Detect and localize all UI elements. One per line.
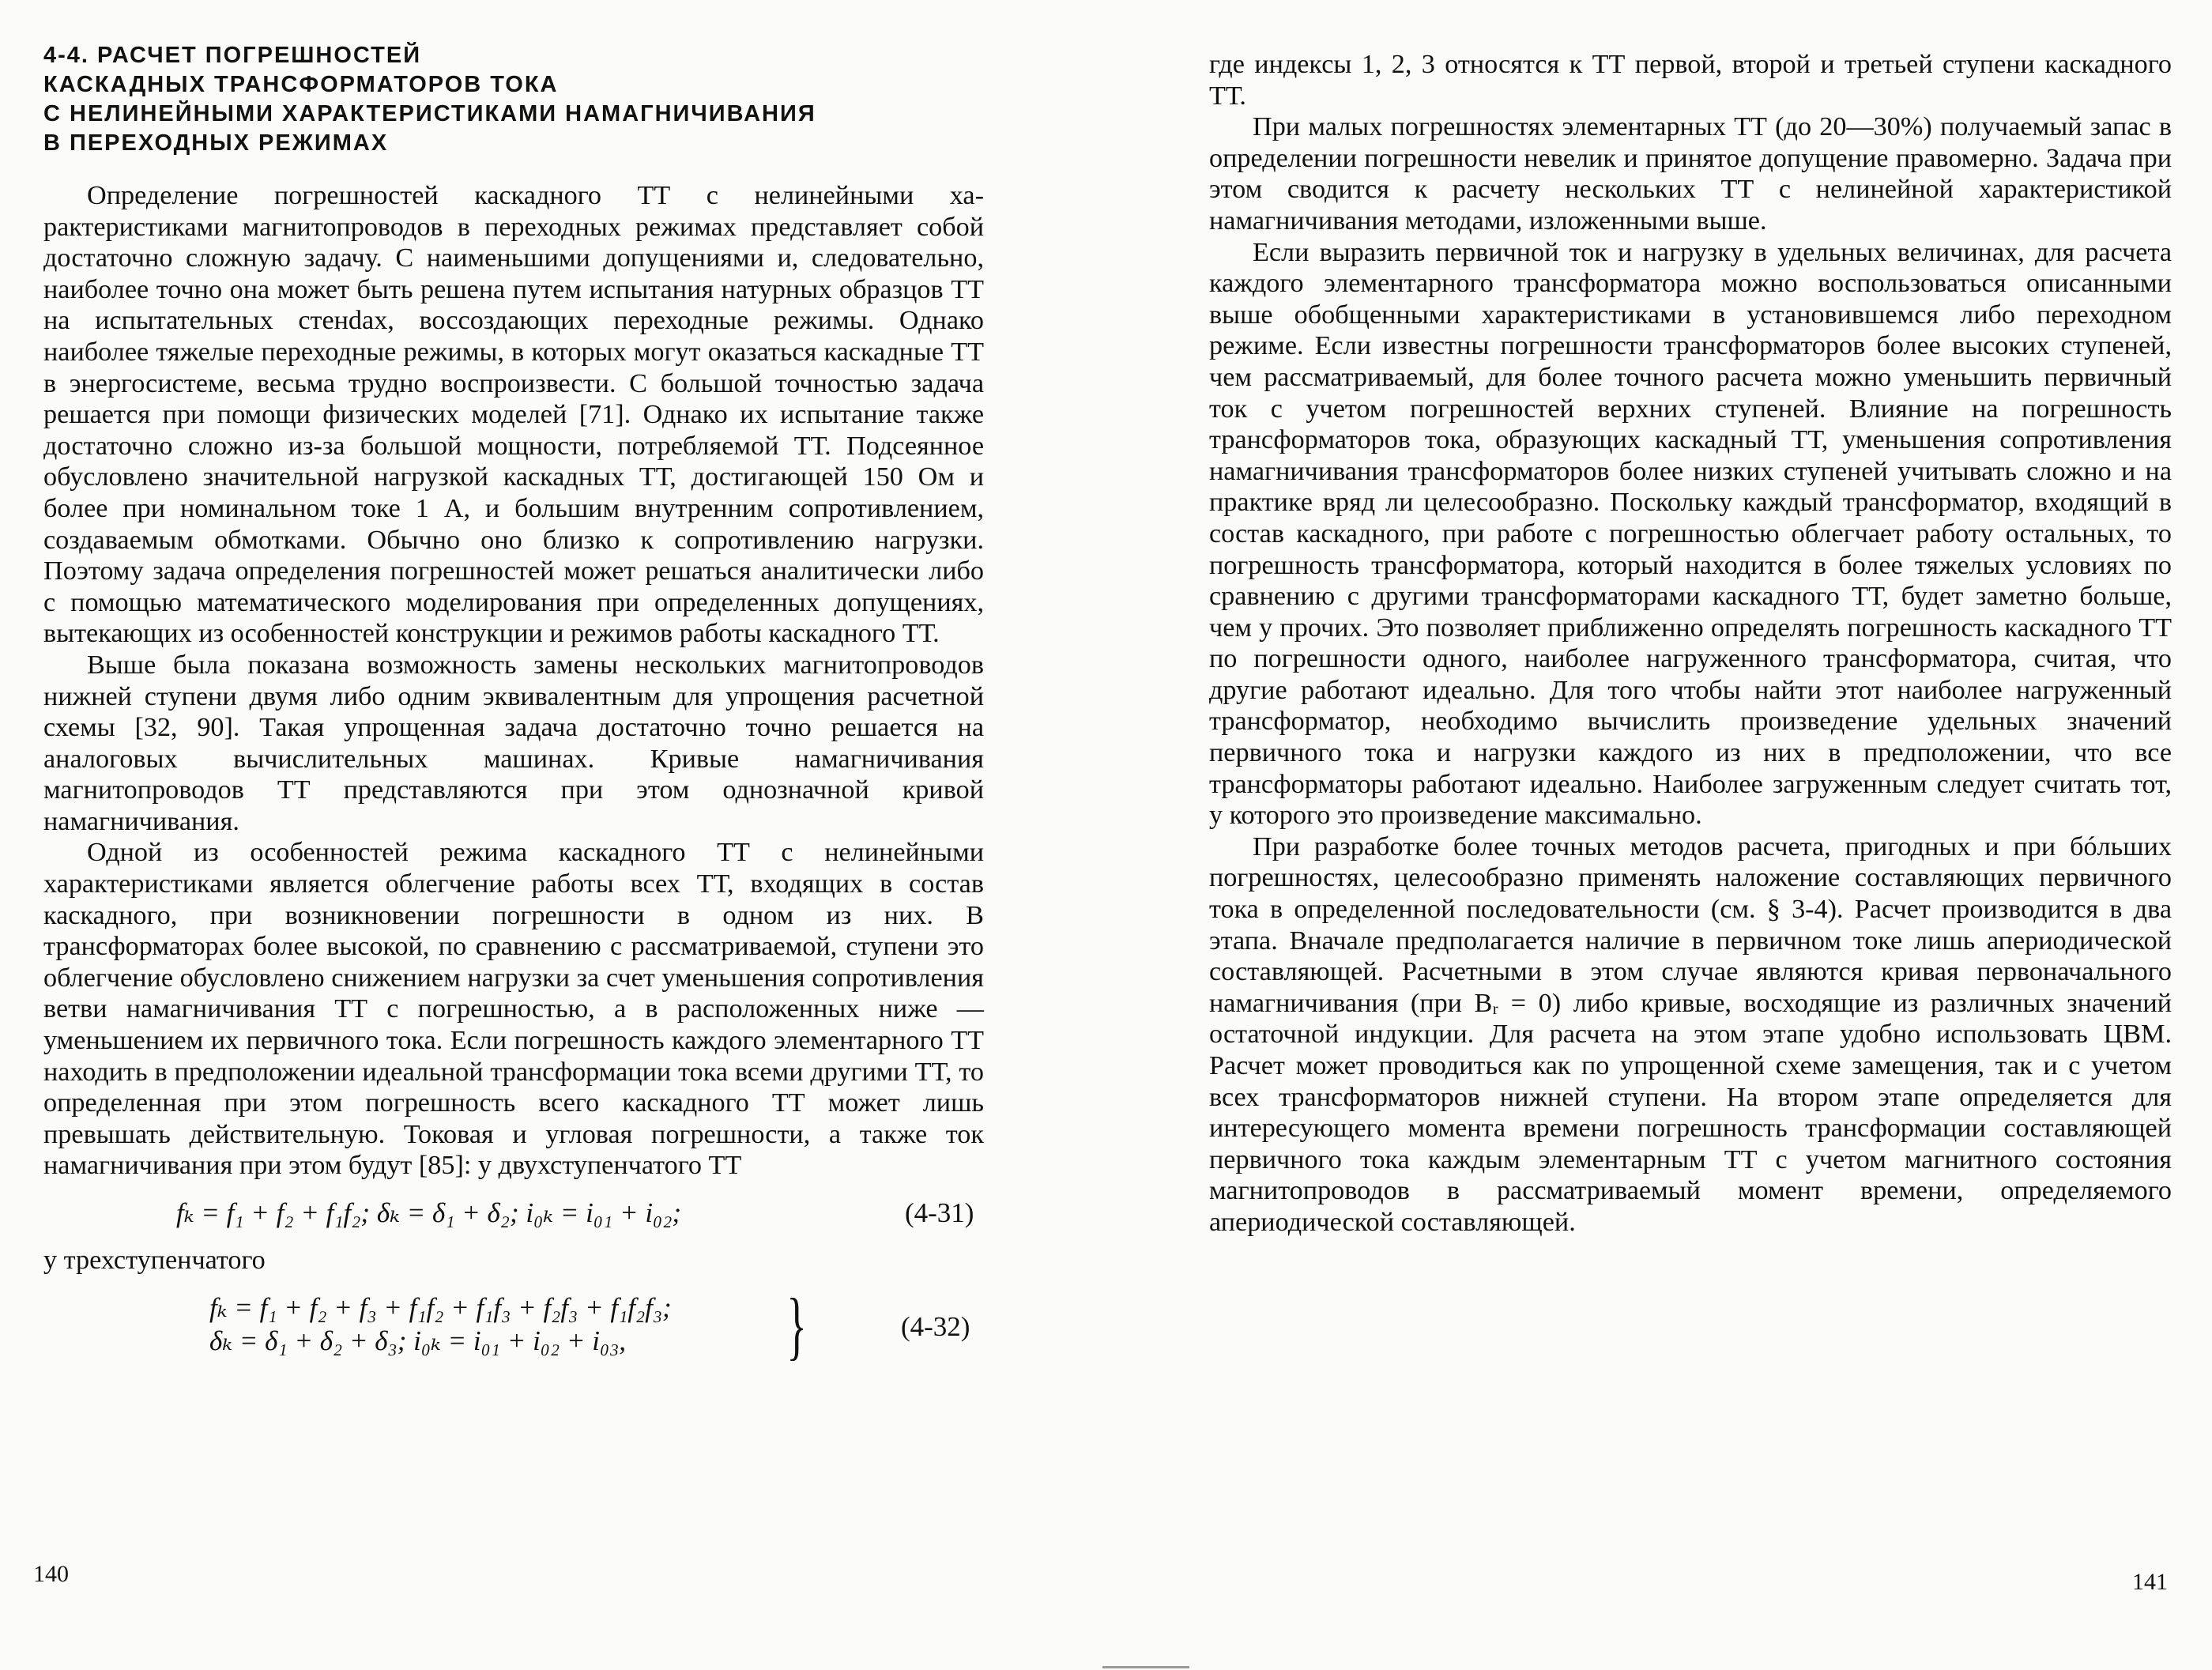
heading-line: 4-4. РАСЧЕТ ПОГРЕШНОСТЕЙ bbox=[43, 43, 422, 68]
right-page bbox=[1185, 0, 2212, 1670]
formula-4-31 bbox=[43, 1194, 984, 1234]
heading-line: С НЕЛИНЕЙНЫМИ ХАРАКТЕРИСТИКАМИ НАМАГНИЧИВАНИЯ bbox=[43, 101, 816, 126]
equation-number: (4-32) bbox=[901, 1310, 970, 1342]
formula-expression: fₖ = f₁ + f₂ + f₃ + f₁f₂ + f₁f₃ + f₂f₃ + f₁f₂f₃; bbox=[209, 1291, 672, 1323]
paragraph: Одной из особенностей режима каскадного ТТ с нелинейными характеристиками является облегчение работы всех ТТ, входящих в состав каскадного, при возникновении погрешности в одном из них. В трансформаторах более высокой, по сравнению с рассматриваемой, ступени это облегчение обусловлено снижением нагрузки за счет уменьшения сопротивления ветви намагничивания ТТ с погрешностью, а в расположенных ниже — уменьшением их первичного тока. Если погрешность каждого элементарного ТТ находить в предположении идеальной трансформации тока всеми другими ТТ, то определенная при этом погрешность всего каскадного ТТ может лишь превышать действительную. Токовая и угловая погрешности, а также ток намагничивания при этом будут [85]: у двухступенчатого ТТ bbox=[43, 838, 984, 1181]
paragraph: где индексы 1, 2, 3 относятся к ТТ первой, второй и третьей ступени каскадного ТТ. bbox=[1209, 50, 2172, 111]
paragraph: Если выразить первичной ток и нагрузку в удельных величинах, для расчета каждого элементарного трансформатора можно воспользоваться описанными выше обобщенными характеристиками в установившемся либо переходном режиме. Если известны погрешности трансформаторов более высоких ступеней, чем рассматриваемый, для более точного расчета можно уменьшить первичный ток с учетом погрешностей верхних ступеней. Влияние на погрешность трансформаторов тока, образующих каскадный ТТ, уменьшения сопротивления намагничивания трансформаторов более низких ступеней учитывать сложно и на практике вряд ли целесообразно. Поскольку каждый трансформатор, входящий в состав каскадного, при работе с погрешностью облегчает работу остальных, то погрешность трансформатора, который находится в более тяжелых условиях по сравнению с другими трансформаторами каскадного ТТ, будет заметно больше, чем у прочих. Это позволяет приближенно определять погрешность каскадного ТТ по погрешности одного, наиболее нагруженного трансформатора, считая, что другие работают идеально. Для того чтобы найти этот наиболее нагруженный трансформатор, необходимо вычислить произведение удельных значений первичного тока и нагрузки каждого из них в предположении, что все трансформаторы работают идеально. Наиболее загруженным следует считать тот, у которого это произведение максимально. bbox=[1209, 237, 2172, 831]
formula-4-32 bbox=[43, 1284, 984, 1371]
left-page bbox=[0, 0, 1051, 1670]
paragraph: При разработке более точных методов расчета, пригодных и при бóльших погрешностях, целесообразно применять наложение составляющих первичного тока в определенной последовательности (см. § 3-4). Расчет производится в два этапа. Вначале предполагается наличие в первичном токе лишь апериодической составляющей. Расчетными в этом случае являются кривая первоначального намагничивания (при Bᵣ = 0) либо кривые, восходящие из различных значений остаточной индукции. Для расчета на этом этапе удобно использовать ЦВМ. Расчет может проводиться как по упрощенной схеме замещения, так и с учетом всех трансформаторов нижней ступени. На втором этапе определяется для интересующего момента времени погрешность трансформации составляющей первичного тока каждым элементарным ТТ с учетом магнитного состояния магнитопроводов в рассматриваемый момент времени, определяемого апериодической составляющей. bbox=[1209, 831, 2172, 1237]
section-heading bbox=[43, 41, 984, 158]
heading-line: КАСКАДНЫХ ТРАНСФОРМАТОРОВ ТОКА bbox=[43, 72, 559, 97]
paragraph: При малых погрешностях элементарных ТТ (до 20—30%) получаемый запас в определении погрешности невелик и принятое допущение правомерно. Задача при этом сводится к расчету нескольких ТТ с нелинейной характеристикой намагничивания методами, изложенными выше. bbox=[1209, 112, 2172, 236]
formula-expression: fₖ = f₁ + f₂ + f₁f₂; δₖ = δ₁ + δ₂; i₀ₖ = i₀₁ + i₀₂; bbox=[176, 1197, 682, 1228]
formula-expression: δₖ = δ₁ + δ₂ + δ₃; i₀ₖ = i₀₁ + i₀₂ + i₀₃, bbox=[209, 1325, 627, 1356]
paragraph: Выше была показана возможность замены нескольких магнитопроводов нижней ступени двумя либо одним эквивалентным для упрощения расчетной схемы [32, 90]. Такая упрощенная задача достаточно точно решается на аналоговых вычислительных машинах. Кривые намагничивания магнитопроводов ТТ представляются при этом однозначной кривой намагничивания. bbox=[43, 650, 984, 836]
three-stage-label: у трехступенчатого bbox=[43, 1246, 266, 1275]
left-text-column bbox=[43, 41, 984, 1371]
paragraph: Определение погрешностей каскадного ТТ с нелинейными характеристиками магнитопроводов в переходных режимах представляет собой достаточно сложную задачу. С наименьшими допущениями и, следовательно, наиболее точно она может быть решена путем испытания натурных образцов ТТ на испытательных стенdах, воссоздающих переходные режимы. Однако наиболее тяжелые переходные режимы, в которых могут оказаться каскадные ТТ в энергосистеме, весьма трудно воспроизвести. С большой точностью задача решается при помощи физических моделей [71]. Однако их испытание также достаточно сложно из-за большой мощности, потребляемой ТТ. Подсеянное обусловлено значительной нагрузкой каскадных ТТ, достигающей 150 Ом и более при номинальном токе 1 А, и большим внутренним сопротивлением, создаваемым обмотками. Обычно оно близко к сопротивлению нагрузки. Поэтому задача определения погрешностей может решаться аналитически либо с помощью математического моделирования при определенных допущениях, вытекающих из особенностей конструкции и режимов работы каскадного ТТ. bbox=[43, 181, 984, 649]
page-number: 140 bbox=[33, 1561, 69, 1587]
equation-number: (4-31) bbox=[905, 1197, 974, 1228]
page-number: 141 bbox=[2132, 1569, 2168, 1595]
scan-edge-mark bbox=[1102, 1666, 1189, 1668]
formula-brace: } bbox=[786, 1282, 807, 1367]
heading-line: В ПЕРЕХОДНЫХ РЕЖИМАХ bbox=[43, 130, 389, 156]
right-text-column bbox=[1209, 49, 2172, 1238]
